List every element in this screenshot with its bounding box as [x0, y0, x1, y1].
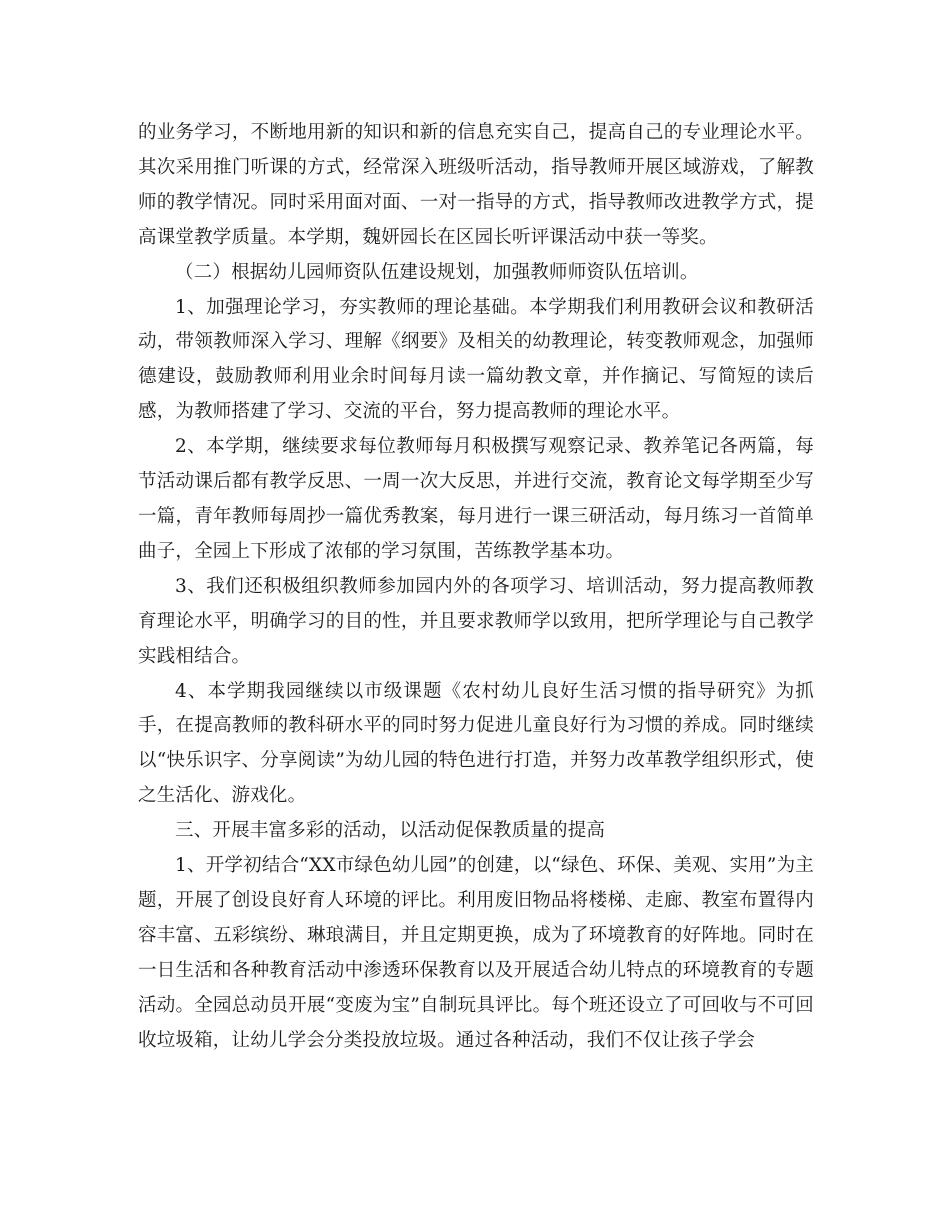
paragraph-item-1-green-kindergarten: 1、开学初结合“XX市绿色幼儿园”的创建，以“绿色、环保、美观、实用”为主题，开展了创设良好育人环境的评比。利用废旧物品将楼梯、走廊、教室布置得内容丰富、五彩缤纷、琳琅满目，并且定期更换，成为了环境教育的好阵地。同时在一日生活和各种教育活动中渗透环保教育以及开展适合幼儿特点的环境教育的专题活动。全园总动员开展“变废为宝”自制玩具评比。每个班还设立了可回收与不可回收垃圾箱，让幼儿学会分类投放垃圾。通过各种活动，我们不仅让孩子学会	[138, 855, 814, 1051]
paragraph-item-3-training: 3、我们还积极组织教师参加园内外的各项学习、培训活动，努力提高教师教育理论水平，明确学习的目的性，并且要求教师学以致用，把所学理论与自己教学实践相结合。	[138, 575, 814, 667]
paragraph-section-teacher-training: （二）根据幼儿园师资队伍建设规划，加强教师师资队伍培训。	[175, 261, 699, 283]
paragraph-item-1-theory-study: 1、加强理论学习，夯实教师的理论基础。本学期我们利用教研会议和教研活动，带领教师深入学习、理解《纲要》及相关的幼教理论，转变教师观念，加强师德建设，鼓励教师利用业余时间每月读一篇幼教文章，并作摘记、写简短的读后感，为教师搭建了学习、交流的平台，努力提高教师的理论水平。	[138, 296, 814, 423]
document-body	[138, 116, 814, 1058]
paragraph-item-2-records: 2、本学期，继续要求每位教师每月积极撰写观察记录、教养笔记各两篇，每节活动课后都有教学反思、一周一次大反思，并进行交流，教育论文每学期至少写一篇，青年教师每周抄一篇优秀教案，每月进行一课三研活动，每月练习一首简单曲子，全园上下形成了浓郁的学习氛围，苦练教学基本功。	[138, 436, 814, 562]
paragraph-item-4-research: 4、本学期我园继续以市级课题《农村幼儿良好生活习惯的指导研究》为抓手，在提高教师的教科研水平的同时努力促进儿童良好行为习惯的养成。同时继续以“快乐识字、分享阅读”为幼儿园的特色进行打造，并努力改革教学组织形式，使之生活化、游戏化。	[138, 680, 814, 807]
paragraph-section-three-activities: 三、开展丰富多彩的活动，以活动促保教质量的提高	[175, 820, 606, 842]
paragraph-continued-study: 的业务学习，不断地用新的知识和新的信息充实自己，提高自己的专业理论水平。其次采用推门听课的方式，经常深入班级听活动，指导教师开展区域游戏，了解教师的教学情况。同时采用面对面、一对一指导的方式，指导教师改进教学方式，提高课堂教学质量。本学期，魏妍园长在区园长听评课活动中获一等奖。	[138, 122, 814, 248]
